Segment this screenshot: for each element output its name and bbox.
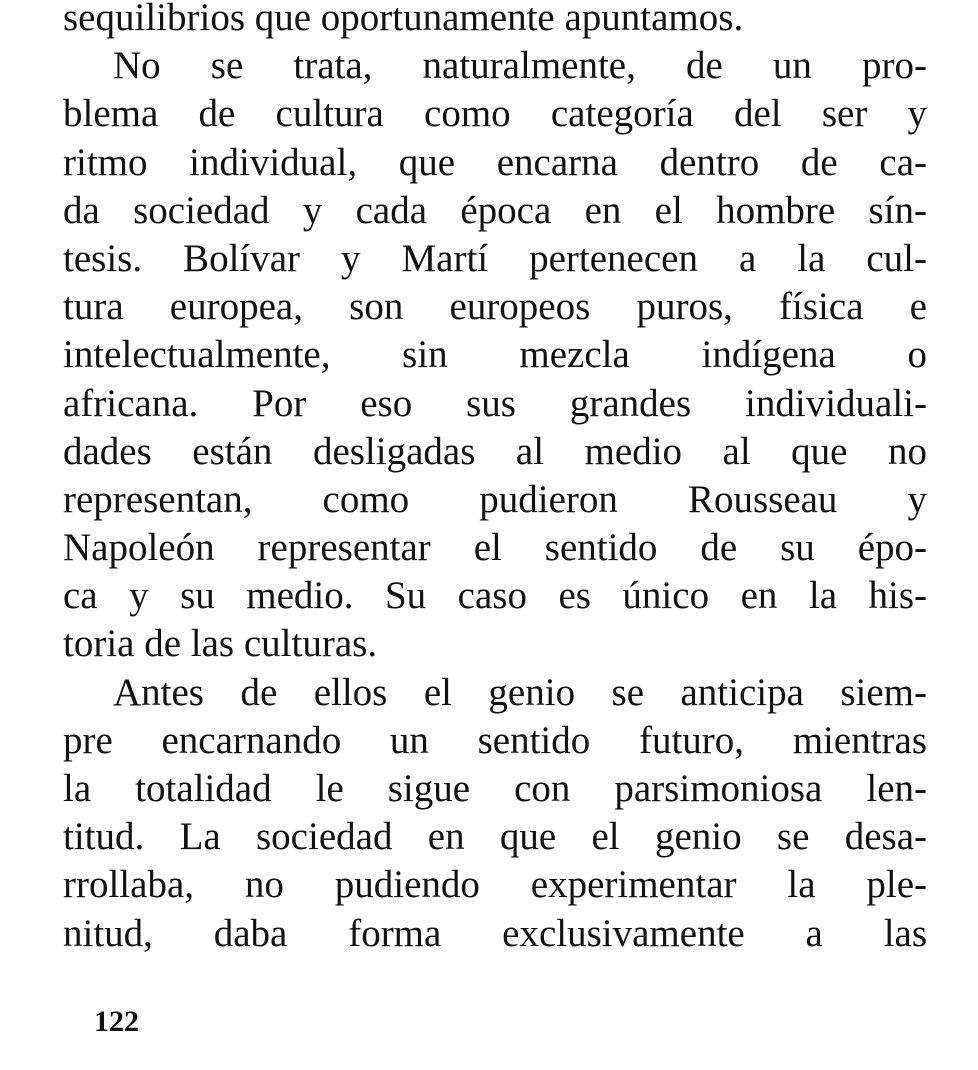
body-text bbox=[63, 0, 927, 958]
text-line: No se trata, naturalmente, de un pro- bbox=[113, 44, 928, 88]
text-line: rrollaba, no pudiendo experimentar la ple- bbox=[63, 863, 928, 907]
text-line: dades están desligadas al medio al que no bbox=[63, 429, 927, 473]
text-line: representan, como pudieron Rousseau y bbox=[63, 477, 927, 521]
text-line: blema de cultura como categoría del ser y bbox=[63, 92, 928, 136]
text-line: la totalidad le sigue con parsimoniosa len- bbox=[63, 767, 927, 810]
text-line: nitud, daba forma exclusivamente a las bbox=[63, 911, 928, 955]
text-line: ca y su medio. Su caso es único en la his- bbox=[63, 574, 928, 618]
text-line: da sociedad y cada época en el hombre sín- bbox=[63, 188, 928, 232]
text-line: africana. Por eso sus grandes individuali- bbox=[63, 381, 927, 425]
text-line: intelectualmente, sin mezcla indígena o bbox=[63, 333, 927, 377]
text-line: toria de las culturas. bbox=[63, 622, 378, 666]
paragraph-3 bbox=[63, 669, 927, 958]
paragraph-1 bbox=[63, 0, 927, 42]
page-number: 122 bbox=[94, 1005, 139, 1038]
text-line: titud. La sociedad en que el genio se desa- bbox=[63, 815, 927, 859]
text-line: pre encarnando un sentido futuro, mientras bbox=[63, 718, 927, 762]
text-line: Napoleón representar el sentido de su épo- bbox=[63, 526, 928, 570]
text-line: Antes de ellos el genio se anticipa siem- bbox=[113, 670, 927, 714]
text-line: tura europea, son europeos puros, física e bbox=[63, 285, 927, 329]
text-line: sequilibrios que oportunamente apuntamos. bbox=[63, 0, 744, 39]
paragraph-2 bbox=[63, 42, 927, 668]
text-line: tesis. Bolívar y Martí pertenecen a la cul- bbox=[63, 236, 927, 280]
text-line: ritmo individual, que encarna dentro de ca- bbox=[63, 140, 928, 184]
